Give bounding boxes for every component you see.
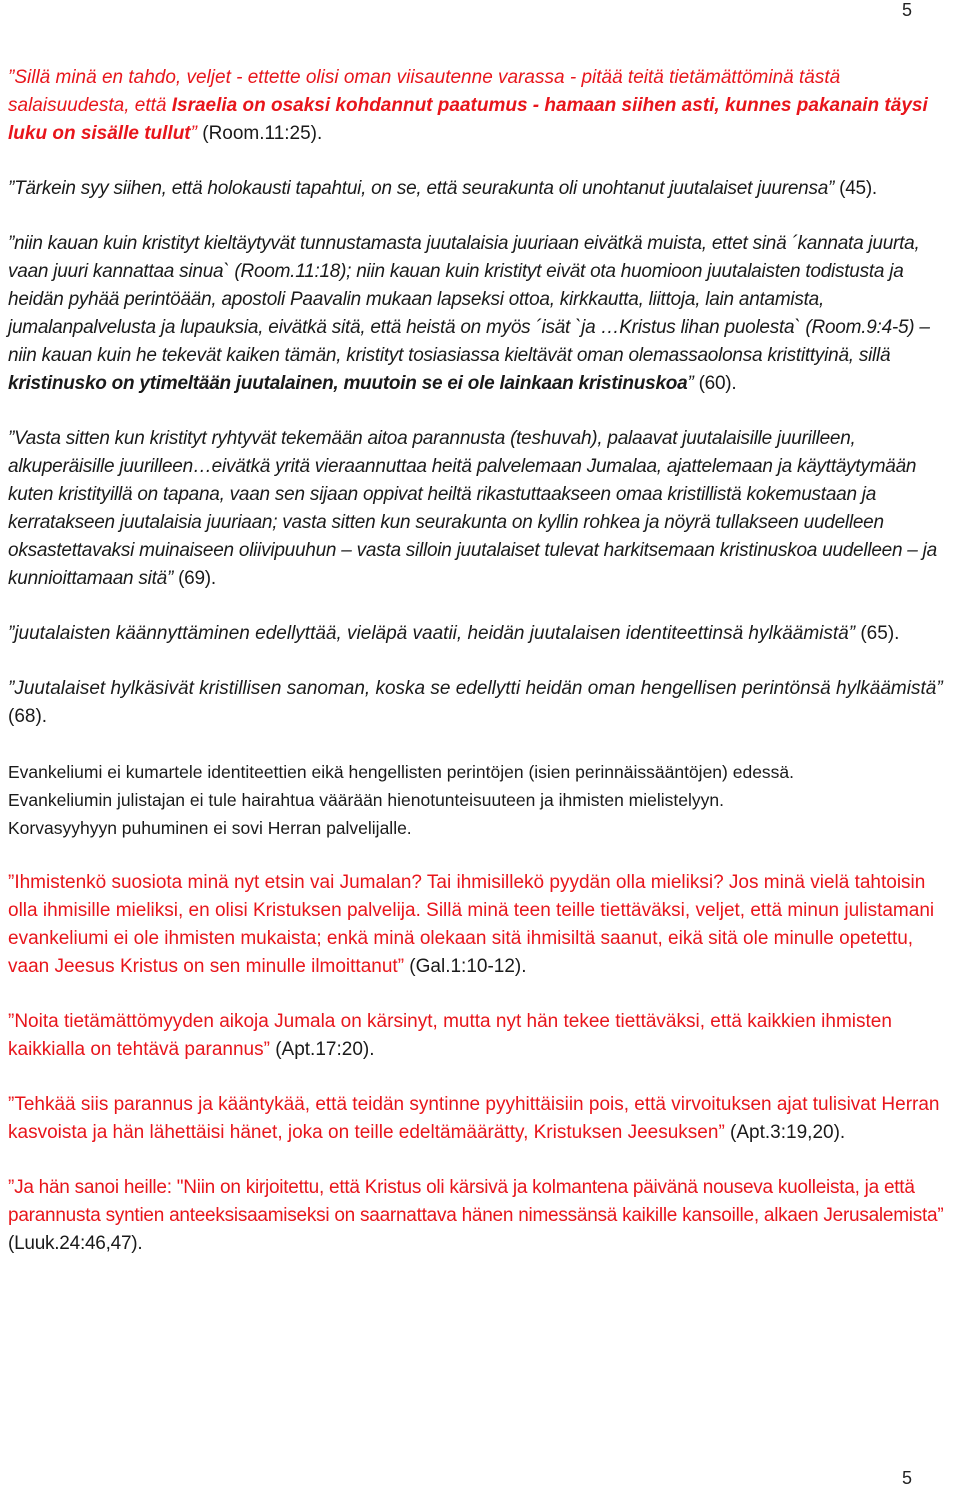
quote-text: ”Tehkää siis parannus ja kääntykää, että teidän syntinne pyyhittäisiin pois, että virvoituksen ajat tulisivat Herran kasvoista ja hän lähettäisi hänet, joka on teille edeltämäärätty, Kristuksen Jeesuksen” — [8, 1094, 940, 1143]
quote-text: ”Juutalaiset hylkäsivät kristillisen sanoman, koska se edellytti heidän oman hengellisen perintönsä hylkäämistä” — [8, 678, 943, 699]
quote-text: ”Tärkein syy siihen, että holokausti tapahtui, on se, että seurakunta oli unohtanut juutalaiset juurensa” — [8, 178, 835, 199]
quote-close: ” — [687, 373, 694, 394]
quote-conversion — [8, 620, 953, 648]
reference: (Apt.17:20). — [269, 1039, 375, 1060]
quote-close: ” — [190, 123, 197, 144]
quote-text: ”Sillä minä en tahdo, veljet - ettette olisi oman viisautenne varassa - pitää teitä tietämättöminä tästä salaisuudesta, että — [8, 67, 841, 116]
quote-rejection — [8, 675, 953, 731]
commentary-line-3: Korvasyyhyyn puhuminen ei sovi Herran palvelijalle. — [8, 818, 412, 838]
reference: (69). — [173, 568, 216, 589]
quote-galatians — [8, 869, 953, 981]
reference: (Luuk.24:46,47). — [8, 1233, 143, 1254]
quote-text: ”Noita tietämättömyyden aikoja Jumala on kärsinyt, mutta nyt hän tekee tiettäväksi, että kaikkien ihmisten kaikkialla on tehtävä parannus” — [8, 1011, 892, 1060]
reference: (Gal.1:10-12). — [404, 956, 527, 977]
quote-emphasis: kristinusko on ytimeltään juutalainen, muutoin se ei ole lainkaan kristinuskoa — [8, 373, 688, 394]
reference: (65). — [855, 623, 900, 644]
quote-acts-17 — [8, 1008, 953, 1064]
reference: (Room.11:25). — [196, 123, 323, 144]
quote-emphasis: Israelia on osaksi kohdannut paatumus - hamaan siihen asti, kunnes pakanain täysi luku on sisälle tullut — [8, 95, 928, 144]
document-body — [8, 64, 953, 1258]
quote-text: ”Ihmistenkö suosiota minä nyt etsin vai Jumalan? Tai ihmisillekö pyydän olla mieliksi? Jos minä vielä tahtoisin olla ihmisille mieliksi, en olisi Kristuksen palvelija. Sillä minä teen teille tiettäväksi, veljet, että minun julistamani evankeliumi ei ole ihmisten mukaista; enkä minä olekaan sitä ihmisiltä saanut, eikä sitä ole minulle opetettu, vaan Jeesus Kristus on sen minulle ilmoittanut” — [8, 872, 935, 977]
reference: (Apt.3:19,20). — [724, 1122, 846, 1143]
page-number-top: 5 — [901, 0, 912, 20]
quote-text: ”juutalaisten käännyttäminen edellyttää, vieläpä vaatii, heidän juutalaisen identiteettinsä hylkäämistä” — [8, 623, 856, 644]
commentary-line-1: Evankeliumi ei kumartele identiteettien eikä hengellisten perintöjen (isien perinnäissääntöjen) edessä. — [8, 762, 795, 782]
reference: (45). — [834, 178, 877, 199]
quote-text: ”Vasta sitten kun kristityt ryhtyvät tekemään aitoa parannusta (teshuvah), palaavat juutalaisille juurilleen, alkuperäisille juurilleen…eivätkä yritä vieraannuttaa heitä palvelemaan Jumalaa, ajattelemaan ja käyttäytymään kuten kristityillä on tapana, vaan sen sijaan oppivat heiltä rikastuttaakseen omaa kristillistä kokemustaan ja kerratakseen juutalaisia juuriaan; vasta sitten kun seurakunta on kyllin rohkea ja nöyrä tullakseen uudelleen oksastettavaksi muinaiseen oliivipuuhun – vasta silloin juutalaiset tulevat harkitsemaan kristinuskoa uudelleen – ja kunnioittamaan sitä” — [8, 428, 937, 589]
quote-romans-11-25 — [8, 64, 953, 148]
page-number-bottom: 5 — [901, 1468, 912, 1488]
reference: (60). — [693, 373, 737, 394]
quote-luke-24 — [8, 1174, 953, 1258]
quote-jewish-roots — [8, 230, 953, 398]
quote-acts-3 — [8, 1091, 953, 1147]
quote-teshuvah — [8, 425, 953, 593]
commentary-line-2: Evankeliumin julistajan ei tule hairahtua väärään hienotunteisuuteen ja ihmisten mielistelyyn. — [8, 790, 724, 810]
reference: (68). — [8, 706, 48, 727]
quote-text: ”Ja hän sanoi heille: "Niin on kirjoitettu, että Kristus oli kärsivä ja kolmantena päivänä nouseva kuolleista, ja että parannusta syntien anteeksisaamiseksi on saarnattava hänen nimessänsä kaikille kansoille, alkaen Jerusalemista” — [8, 1177, 944, 1226]
quote-text: ”niin kauan kuin kristityt kieltäytyvät tunnustamasta juutalaisia juuriaan eivätkä muista, ettet sinä ´kannata juurta, vaan juuri kannattaa sinua` (Room.11:18); niin kauan kuin kristityt eivät ota huomioon juutalaisten todistusta ja heidän pyhää perintöään, apostoli Paavalin mukaan lapseksi ottoa, kirkkautta, liittoja, lain antamista, jumalanpalvelusta ja lupauksia, eivätkä sitä, että heistä on myös ´isät `ja …Kristus lihan puolesta` (Room.9:4-5) – niin kauan kuin he tekevät kaiken tämän, kristityt tosiasiassa kieltävät oman olemassaolonsa kristittyinä, sillä — [8, 233, 930, 366]
quote-holocaust — [8, 175, 953, 203]
commentary — [8, 758, 953, 842]
